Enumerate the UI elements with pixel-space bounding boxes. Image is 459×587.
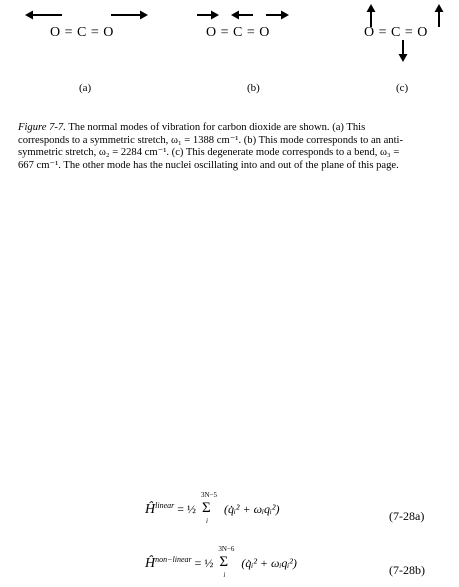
sum-upper-limit: 3N−5 bbox=[201, 491, 218, 500]
sum-upper-limit: 3N−6 bbox=[218, 545, 235, 554]
figure-label: Figure 7-7. bbox=[18, 122, 66, 133]
down-arrow-icon bbox=[399, 40, 408, 62]
equation-7-28a bbox=[145, 491, 280, 526]
caption-line-3: symmetric stretch, ω₂ = 2284 cm⁻¹. (c) This degenerate mode corresponds to a bend, ω₃ = bbox=[18, 147, 400, 158]
molecule-c: O = C = O bbox=[364, 25, 428, 40]
equation-number-7-28a: (7-28a) bbox=[389, 509, 425, 523]
caption-line-4: 667 cm⁻¹. The other mode has the nuclei oscillating into and out of the plane of this page. bbox=[18, 159, 399, 171]
sum-lower-limit: i bbox=[223, 571, 226, 580]
equation-rhs-body: (q̇ᵢ² + ωᵢqᵢ²) bbox=[224, 502, 280, 516]
equation-rhs-prefix: = ½ bbox=[194, 556, 214, 570]
panel-label-a: (a) bbox=[79, 82, 92, 94]
up-arrow-icon bbox=[367, 4, 376, 27]
hamiltonian-superscript: linear bbox=[155, 501, 175, 510]
sum-lower-limit: i bbox=[206, 517, 208, 526]
summation bbox=[199, 491, 221, 526]
equation-rhs-prefix: = ½ bbox=[177, 502, 197, 516]
molecule-a: O = C = O bbox=[50, 25, 114, 40]
equation-7-28b bbox=[145, 545, 297, 580]
hamiltonian-symbol: Ĥ bbox=[145, 556, 156, 571]
sigma-icon: Σ bbox=[219, 554, 229, 571]
caption-line-1-text: The normal modes of vibration for carbon dioxide are shown. (a) This bbox=[65, 122, 366, 133]
hamiltonian-symbol: Ĥ bbox=[145, 502, 156, 517]
caption-line-2: corresponds to a symmetric stretch, ω₁ = 1388 cm⁻¹. (b) This mode corresponds to an anti- bbox=[18, 134, 404, 146]
panel-label-b: (b) bbox=[247, 82, 260, 94]
summation bbox=[216, 545, 238, 580]
sigma-icon: Σ bbox=[202, 500, 211, 517]
figure-caption bbox=[18, 122, 448, 172]
molecule-b: O = C = O bbox=[206, 25, 270, 40]
up-arrow-icon bbox=[435, 4, 444, 27]
caption-line-1 bbox=[18, 122, 448, 135]
equation-rhs-body: (q̇ᵢ² + ωᵢqᵢ²) bbox=[241, 556, 297, 570]
hamiltonian-superscript: non−linear bbox=[155, 555, 192, 564]
equation-number-7-28b: (7-28b) bbox=[389, 563, 425, 577]
panel-label-c: (c) bbox=[396, 82, 409, 94]
